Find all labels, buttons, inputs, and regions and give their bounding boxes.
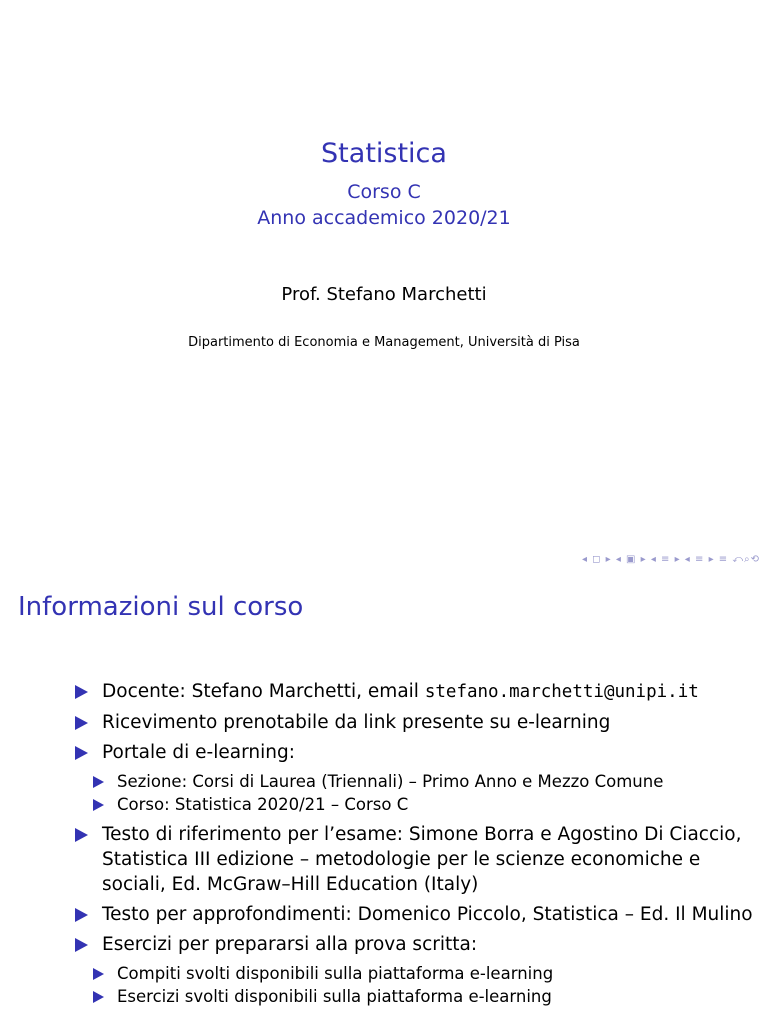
slide-subtitle-year: Anno accademico 2020/21 (257, 207, 511, 229)
frame-title: Informazioni sul corso (18, 592, 304, 622)
sub-list-item (93, 985, 755, 1008)
sub-item-text: Esercizi svolti disponibili sulla piattaforma e-learning (117, 987, 552, 1006)
bullet-triangle-icon (75, 828, 88, 842)
slide-institute: Dipartimento di Economia e Management, Università di Pisa (188, 335, 580, 350)
list-item (75, 679, 755, 705)
item-text: Docente: Stefano Marchetti, email (102, 681, 425, 702)
sub-list-item (93, 962, 755, 985)
slide-title: Statistica (321, 138, 447, 169)
info-slide (0, 578, 768, 1024)
beamer-navigation-bar[interactable]: ◂ ◻ ▸ ◂ ▣ ▸ ◂ ≡ ▸ ◂ ≡ ▸ ≡ ⤺⌕⟲ (581, 554, 760, 565)
sub-bullet-triangle-icon (93, 776, 104, 788)
sub-item-text: Compiti svolti disponibili sulla piattaforma e-learning (117, 964, 554, 983)
list-item (75, 740, 755, 765)
sub-list-item (93, 770, 755, 793)
bullet-triangle-icon (75, 746, 88, 760)
list-item (75, 932, 755, 957)
sub-bullet-triangle-icon (93, 968, 104, 980)
item-text: Portale di e-learning: (102, 742, 295, 763)
sub-item-text: Sezione: Corsi di Laurea (Triennali) – Primo Anno e Mezzo Comune (117, 772, 664, 791)
sub-list-item (93, 793, 755, 816)
sub-bullet-triangle-icon (93, 799, 104, 811)
sub-list (75, 962, 755, 1008)
list-item (75, 822, 755, 897)
slide-author: Prof. Stefano Marchetti (281, 284, 487, 305)
slide-subtitle-course: Corso C (347, 181, 421, 203)
bullet-triangle-icon (75, 685, 88, 699)
list-item (75, 902, 755, 927)
itemize-list (75, 679, 755, 1014)
sub-list (75, 770, 755, 816)
item-text: Ricevimento prenotabile da link presente su e-learning (102, 712, 611, 733)
bullet-triangle-icon (75, 716, 88, 730)
item-text: Testo per approfondimenti: Domenico Piccolo, Statistica – Ed. Il Mulino (102, 904, 753, 925)
bullet-triangle-icon (75, 908, 88, 922)
email-address: stefano.marchetti@unipi.it (424, 682, 699, 702)
item-text: Esercizi per prepararsi alla prova scritta: (102, 934, 478, 955)
sub-item-text: Corso: Statistica 2020/21 – Corso C (117, 795, 409, 814)
list-item (75, 710, 755, 735)
item-text: Testo di riferimento per l’esame: Simone Borra e Agostino Di Ciaccio, Statistica III edizione – metodologie per le scienze economiche e sociali, Ed. McGraw–Hill Education (Italy) (102, 824, 742, 895)
bullet-triangle-icon (75, 938, 88, 952)
sub-bullet-triangle-icon (93, 991, 104, 1003)
